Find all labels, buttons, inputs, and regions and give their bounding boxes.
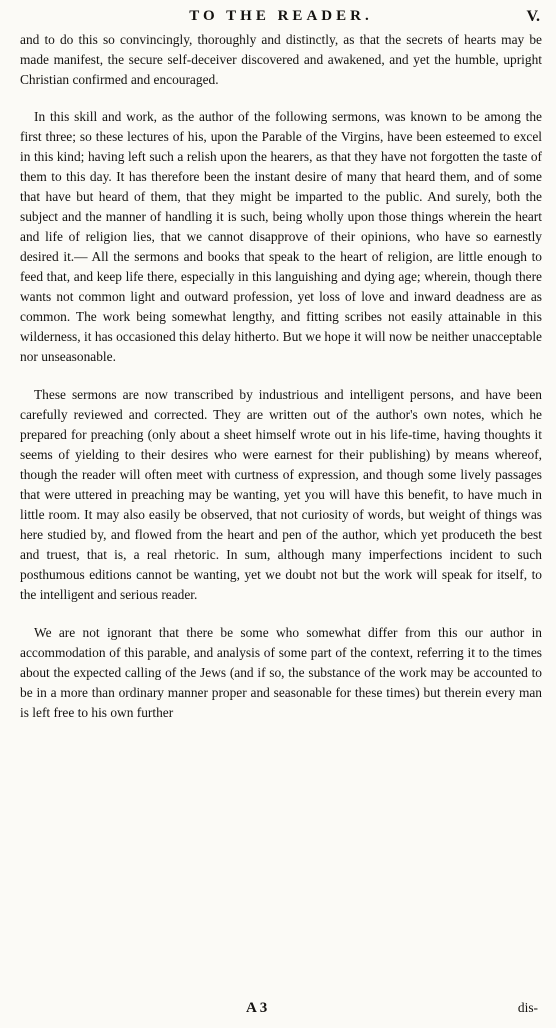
paragraph-transcription: These sermons are now transcribed by industrious and intelligent persons, and have been carefully reviewed and corrected. They are written out of the author's own notes, which he prepared for preaching (only about a sheet himself wrote out in his life-time, having thoughts it seems of yielding to their desires who were earnest for their publishing) by means whereof, though the reader will often meet with curtness of expression, and though some lively passages that were uttered in preaching may be wanting, yet you will have this benefit, to have much in little room. It may also easily be observed, that not curiosity of words, but weight of things was here studied by, and flowed from the heart and pen of the author, which yet produceth the best and truest, that is, a real rhetoric. In sum, although many imperfections incident to such posthumous editions cannot be wanting, yet we doubt not but the work will speak for itself, to the intelligent and serious reader. [20, 387, 542, 602]
paragraph-continued: and to do this so convincingly, thoroughly and distinctly, as that the secrets of hearts may be made manifest, the secure self-deceiver discovered and awakened, and yet the humble, upright Christian confirmed and encouraged. [20, 32, 542, 87]
signature-mark: A 3 [246, 1000, 268, 1016]
page-number: V. [526, 8, 540, 25]
paragraph-differing-views: We are not ignorant that there be some who somewhat differ from this our author in accommodation of this parable, and analysis of some part of the context, referring it to the times about the expected calling of the Jews (and if so, the substance of the work may be accounted to be in a more than ordinary manner proper and seasonable for these times) but therein every man is left free to his own further [20, 625, 542, 720]
running-title: TO THE READER. [189, 8, 373, 24]
page-footer [20, 996, 542, 1022]
page-header [20, 4, 542, 30]
catchword: dis- [517, 1000, 538, 1015]
paragraph-author-skill: In this skill and work, as the author of the following sermons, was known to be among the first three; so these lectures of his, upon the Parable of the Virgins, have been esteemed to excel in this kind; having left such a relish upon the hearers, as that they have not forgotten the taste of them to this day. It has therefore been the instant desire of many that heard them, and of some that have but heard of them, that they might be imparted to the public. And surely, both the subject and the manner of handling it is such, being wholly upon those things wherein the heart and life of religion lies, that we cannot disapprove of their opinions, who have so earnestly desired it.— All the sermons and books that speak to the heart of religion, are little enough to feed that, and keep life there, especially in this languishing and dying age; wherein, though there wants not common light and outward profession, yet loss of love and inward deadness are as common. The work being somewhat lengthy, and fitting scribes not easily attainable in this wilderness, it has occasioned this delay hitherto. But we hope it will now be neither unacceptable nor unseasonable. [20, 109, 542, 364]
